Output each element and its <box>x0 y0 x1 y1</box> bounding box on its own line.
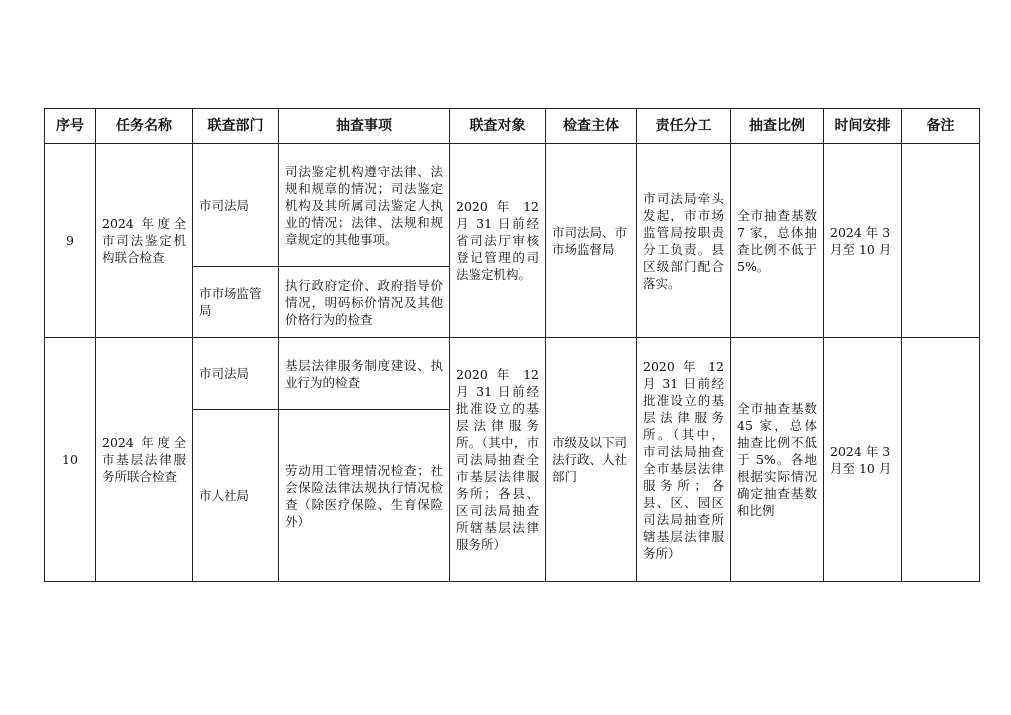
header-row <box>45 109 980 144</box>
inspection-matter: 劳动用工管理情况检查；社会保险法律法规执行情况检查（除医疗保险、生育保险外） <box>279 410 450 582</box>
inspection-table <box>44 108 980 582</box>
inspection-subject: 市司法局、市市场监督局 <box>546 144 637 338</box>
header-cell-target: 联查对象 <box>450 109 546 144</box>
header-cell-duty: 责任分工 <box>637 109 731 144</box>
header-cell-dept: 联查部门 <box>193 109 279 144</box>
header-cell-matter: 抽查事项 <box>279 109 450 144</box>
header-cell-note: 备注 <box>902 109 980 144</box>
joint-dept: 市市场监管局 <box>193 267 279 338</box>
schedule: 2024 年 3 月至 10 月 <box>824 338 902 582</box>
task-name: 2024 年度全市基层法律服务所联合检查 <box>96 338 193 582</box>
responsibility: 2020 年 12 月 31 日前经批准设立的基层法律服务所。（其中，市司法局抽查全市基层法律服务所；各县、区、园区司法局抽查所辖基层法律服务所） <box>637 338 731 582</box>
sampling-ratio: 全市抽查基数 7 家，总体抽查比例不低于 5%。 <box>731 144 824 338</box>
task-name: 2024 年度全市司法鉴定机构联合检查 <box>96 144 193 338</box>
remarks <box>902 144 980 338</box>
row-number: 10 <box>45 338 96 582</box>
inspection-target: 2020 年 12 月 31 日前经批准设立的基层法律服务所。（其中，市司法局抽查全市基层法律服务所；各县、区司法局抽查所辖基层法律服务所） <box>450 338 546 582</box>
header-cell-no: 序号 <box>45 109 96 144</box>
inspection-matter: 司法鉴定机构遵守法律、法规和规章的情况；司法鉴定机构及其所属司法鉴定人执业的情况；法律、法规和规章规定的其他事项。 <box>279 144 450 267</box>
inspection-target: 2020 年 12 月 31 日前经省司法厅审核登记管理的司法鉴定机构。 <box>450 144 546 338</box>
responsibility: 市司法局牵头发起，市市场监管局按职责分工负责。县区级部门配合落实。 <box>637 144 731 338</box>
remarks <box>902 338 980 582</box>
inspection-subject: 市级及以下司法行政、人社部门 <box>546 338 637 582</box>
header-cell-task: 任务名称 <box>96 109 193 144</box>
table-row <box>45 144 980 267</box>
table-row <box>45 338 980 410</box>
sampling-ratio: 全市抽查基数 45 家，总体抽查比例不低于 5%。各地根据实际情况确定抽查基数和比例 <box>731 338 824 582</box>
header-cell-subject: 检查主体 <box>546 109 637 144</box>
schedule: 2024 年 3 月至 10 月 <box>824 144 902 338</box>
inspection-matter: 执行政府定价、政府指导价情况，明码标价情况及其他价格行为的检查 <box>279 267 450 338</box>
header-cell-time: 时间安排 <box>824 109 902 144</box>
header-cell-ratio: 抽查比例 <box>731 109 824 144</box>
joint-dept: 市人社局 <box>193 410 279 582</box>
row-number: 9 <box>45 144 96 338</box>
inspection-matter: 基层法律服务制度建设、执业行为的检查 <box>279 338 450 410</box>
joint-dept: 市司法局 <box>193 144 279 267</box>
joint-dept: 市司法局 <box>193 338 279 410</box>
